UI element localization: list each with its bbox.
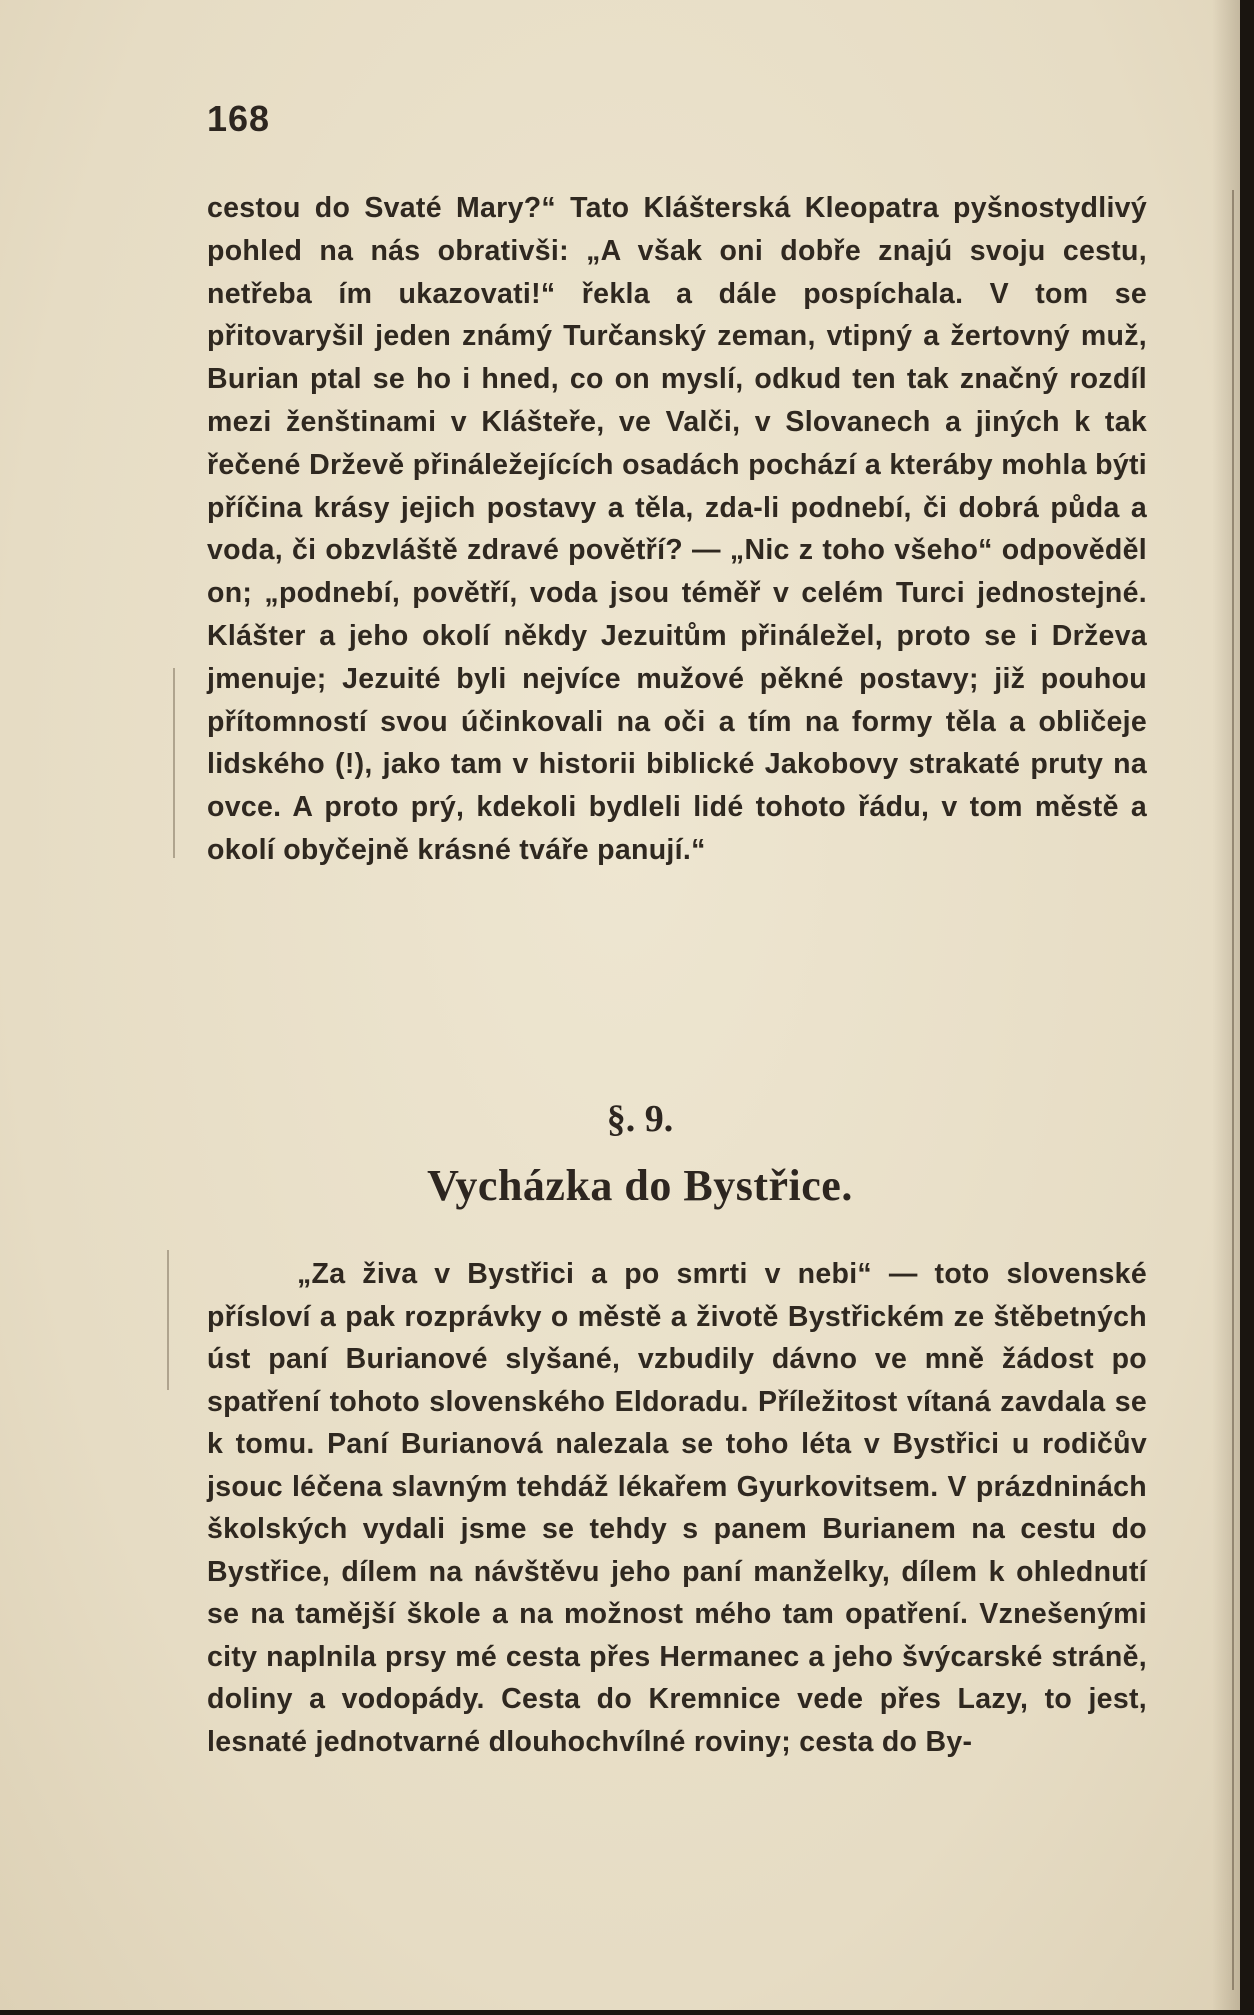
paragraph-bottom-text: „Za živa v Bystřici a po smrti v nebi“ — toto slovenské přísloví a pak rozprávky o městě a životě Bystřickém ze štěbetných úst paní Burianové slyšané, vzbudily dávno ve mně žádost po spatření tohoto slovenského Eldoradu. Příležitost vítaná zavdala se k tomu. Paní Burianová nalezala se toho léta v Bystřici u rodičův jsouc léčena slavným tehdáž lékařem Gyurkovitsem. V prázdninách školských vydali jsme se tehdy s panem Burianem na cestu do Bystřice, dílem na návštěvu jeho paní manželky, dílem k ohlednutí se na tamější škole a na možnost mého tam opatření. Vznešenými city naplnila prsy mé cesta přes Hermanec a jeho švýcarské stráně, doliny a vodopády. Cesta do Kremnice vede přes Lazy, to jest, lesnaté jednotvarné dlouhochvílné roviny; cesta do By- <box>207 1258 1147 1758</box>
paragraph-top-text: cestou do Svaté Mary?“ Tato Klášterská Kleopatra pyšnostydlivý pohled na nás obrativši: „A však oni dobře znajú svoju cestu, netřeba ím ukazovati!“ řekla a dále pospíchala. V tom se přitovaryšil jeden známý Turčanský zeman, vtipný a žertovný muž, Burian ptal se ho i hned, co on myslí, odkud ten tak značný rozdíl mezi ženštinami v Klášteře, ve Valči, v Slovanech a jiných k tak řečené Drževě přináležejících osadách pochází a kteráby mohla býti příčina krásy jejich postavy a těla, zda-li podnebí, či dobrá půda a voda, či obzvláště zdravé povětří? — „Nic z toho všeho“ odpověděl on; „podnebí, povětří, voda jsou téměř v celém Turci jednostejné. Klášter a jeho okolí někdy Jezuitům přináležel, proto se i Drževa jmenuje; Jezuité byli nejvíce mužové pěkné postavy; již pouhou přítomností svou účinkovali na oči a tím na formy těla a obličeje lidského (!), jako tam v historii biblické Jakobovy strakaté pruty na ovce. A proto prý, kdekoli bydleli lidé tohoto řádu, v tom městě a okolí obyčejně krásné tváře panují.“ <box>207 192 1147 866</box>
page-number: 168 <box>207 98 271 139</box>
section-title: Vycházka do Bystřice. <box>427 1161 853 1210</box>
paragraph-bottom <box>207 1253 1147 1763</box>
margin-pencil-mark <box>167 1250 169 1390</box>
page-edge-line <box>1232 190 1234 1990</box>
paragraph-top <box>207 187 1147 872</box>
page-edge-shadow <box>1212 0 1240 2010</box>
section-number: §. 9. <box>606 1098 674 1140</box>
margin-pencil-mark <box>173 668 175 858</box>
